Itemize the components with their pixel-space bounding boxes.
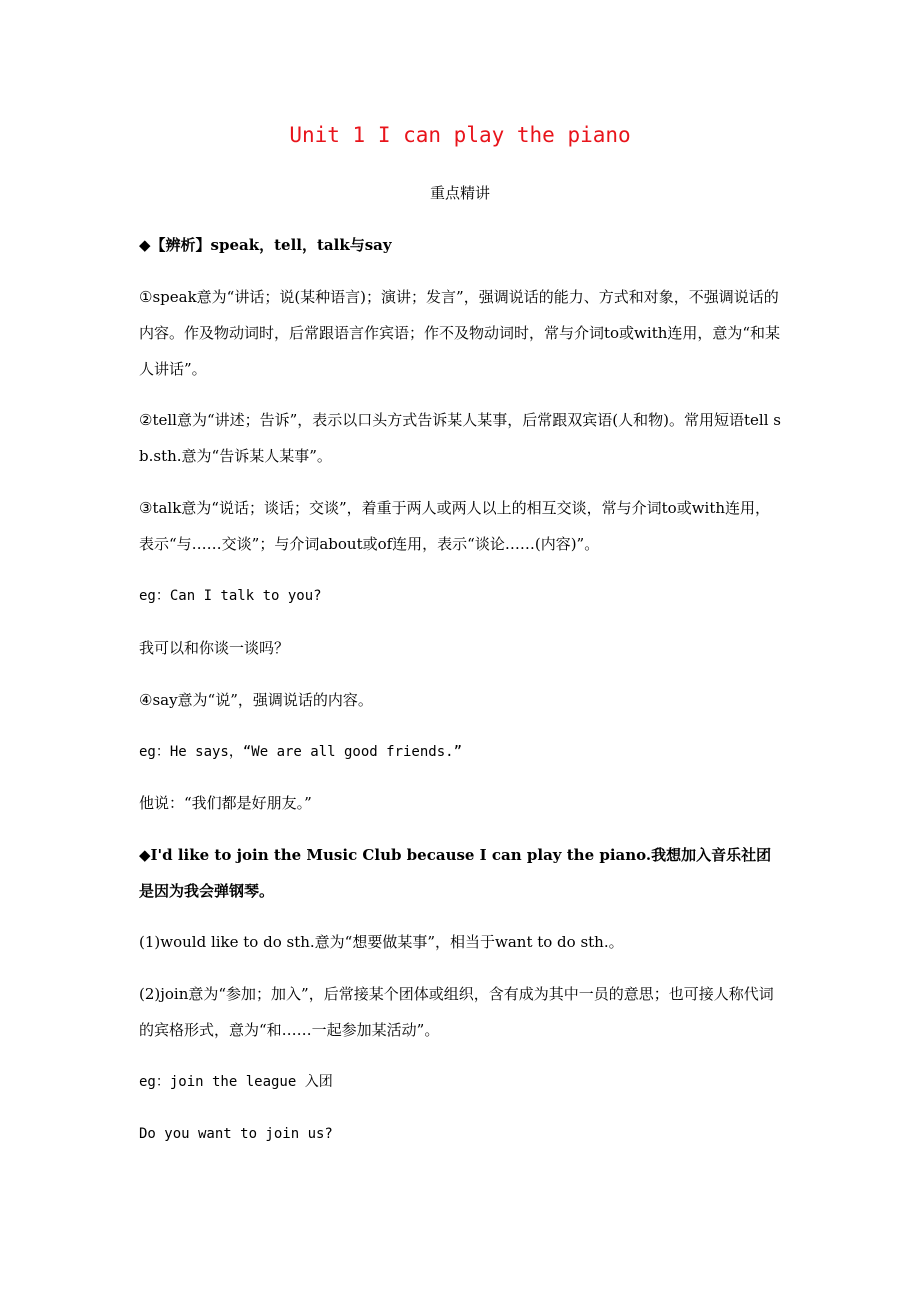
paragraph-say: ④say意为“说”，强调说话的内容。 [139, 691, 373, 709]
section-heading-join-music-club: ◆I'd like to join the Music Club because I can play the piano.我想加入音乐社团是因为我会弹钢琴。 [139, 846, 772, 900]
paragraph-join: (2)join意为“参加；加入”，后常接某个团体或组织，含有成为其中一员的意思；也可接人称代词的宾格形式，意为“和……一起参加某活动”。 [139, 985, 774, 1039]
paragraph-tell: ②tell意为“讲述；告诉”，表示以口头方式告诉某人某事，后常跟双宾语(人和物)。常用短语tell sb.sth.意为“告诉某人某事”。 [139, 411, 781, 465]
document-subtitle: 重点精讲 [429, 184, 490, 202]
example-say-english: eg：He says，“We are all good friends.” [139, 744, 463, 760]
document-title: Unit 1 I can play the piano [289, 123, 631, 147]
example-join-league: eg：join the league 入团 [139, 1074, 333, 1090]
example-talk-chinese: 我可以和你谈一谈吗？ [139, 639, 290, 657]
paragraph-speak: ①speak意为“讲话；说(某种语言)；演讲；发言”，强调说话的能力、方式和对象，不强调说话的内容。作及物动词时，后常跟语言作宾语；作不及物动词时，常与介词to或with连用，意为“和某人讲话”。 [139, 288, 781, 378]
section-heading-speak-tell-talk-say: ◆【辨析】speak，tell，talk与say [139, 236, 392, 254]
example-join-us: Do you want to join us? [139, 1126, 333, 1142]
paragraph-talk: ③talk意为“说话；谈话；交谈”，着重于两人或两人以上的相互交谈，常与介词to或with连用，表示“与……交谈”；与介词about或of连用，表示“谈论……(内容)”。 [139, 499, 771, 553]
paragraph-would-like: (1)would like to do sth.意为“想要做某事”，相当于want to do sth.。 [139, 933, 624, 951]
example-talk-english: eg：Can I talk to you? [139, 588, 322, 604]
example-say-chinese: 他说：“我们都是好朋友。” [139, 794, 312, 812]
